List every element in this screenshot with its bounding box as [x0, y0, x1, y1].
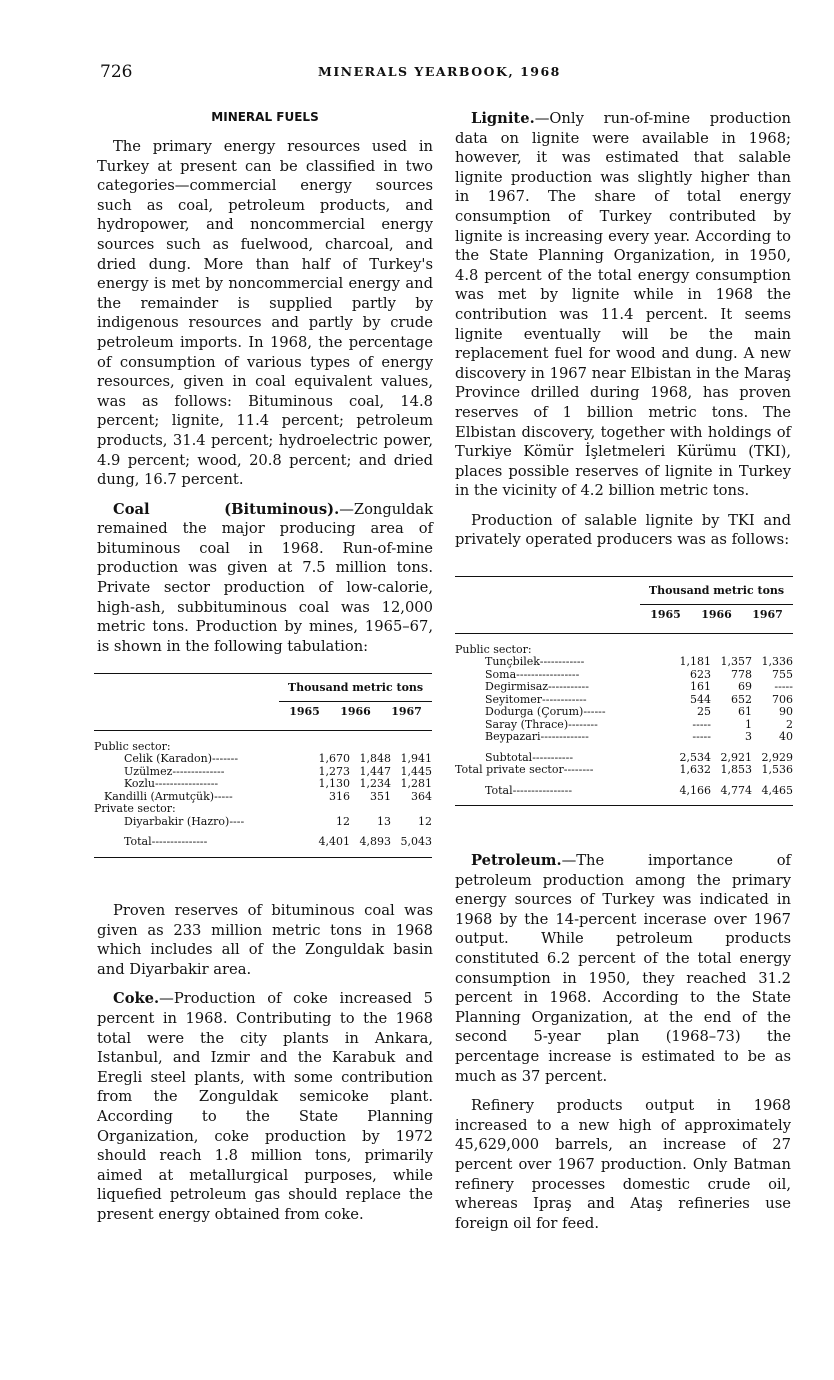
lignite-text: —Only run-of-mine production data on lignite were available in 1968; however, it was estimated that salable lignite production was slightly higher than in 1967. The share of total energy consumption of Turkey contributed by lignite is increasing every year. According to the State Planning Organization, in 1950, 4.8 percent of the total energy consumption was met by lignite while in 1968 the contribution was 11.4 percent. It seems lignite eventually will be the main replacement fuel for wood and dung. A new discovery in 1967 near Elbistan in the Maraş Province drilled during 1968, has proven reserves of 1 billion metric tons. The Elbistan discovery, together with holdings of Turkiye Kömür İşletmeleri Kürümu (TKI), places possible reserves of lignite in Turkey in the vicinity of 4.2 billion metric tons.	[455, 110, 791, 500]
lignite-row-value: 40	[779, 730, 793, 743]
coke-runin: Coke.	[113, 990, 160, 1008]
coal-row-label: Kozlu-----------------	[124, 777, 219, 790]
coal-row-value: 1,670	[318, 752, 350, 765]
lignite-paragraph	[455, 109, 791, 501]
coal-row-value	[309, 803, 350, 816]
lignite-subtotal-label: Subtotal-----------	[485, 750, 574, 764]
lignite-year-2: 1966	[701, 608, 732, 622]
lignite-row-label: Degirmisaz-----------	[485, 680, 589, 693]
coal-row-label: Public sector:	[94, 739, 171, 753]
lignite-row-value: -----	[692, 717, 711, 731]
coal-text: —Zonguldak remained the major producing area of bituminous coal in 1968. Run-of-mine production was given at 7.5 million tons. Private sector production of low-calorie, high-ash, subbituminous coal was 12,000 metric tons. Production by mines, 1965–67, is shown in the following tabulation:	[97, 500, 433, 655]
coal-unit-header: Thousand metric tons	[287, 681, 424, 694]
coal-row-value: 364	[411, 789, 432, 803]
lignite-row-value: 161	[690, 680, 711, 693]
right-column	[455, 109, 791, 550]
lignite-row-label: Beypazari-------------	[485, 730, 589, 743]
coal-row-value: 1,130	[318, 777, 350, 790]
lignite-private-1965: 1,632	[679, 763, 711, 776]
coal-row-value: 1,234	[359, 777, 391, 790]
lignite-row-label: Soma-----------------	[485, 667, 580, 681]
petroleum-runin: Petroleum.	[471, 852, 562, 869]
coal-row-label: Private sector:	[94, 802, 176, 815]
coal-row-label: Celik (Karadon)-------	[124, 752, 239, 765]
coal-total-row	[94, 836, 432, 849]
refinery-paragraph: Refinery products output in 1968 increased to a new high of approximately 45,629,000 barrels, an increase of 27 percent over 1967 production. Only Batman refinery processes domestic crude oil, whereas Ipraş and Ataş refineries use foreign oil for feed.	[455, 1097, 791, 1232]
coal-row-value: 1,273	[318, 764, 350, 778]
coal-row	[94, 816, 432, 829]
lignite-row-value: 544	[690, 692, 711, 706]
coal-row-value	[350, 803, 391, 816]
coal-year-3: 1967	[391, 705, 422, 719]
intro-paragraph: The primary energy resources used in Turkey at present can be classified in two categories—commercial energy sources such as coal, petroleum products, and hydropower, and noncommercial energy sources such as fuelwood, charcoal, and dried dung. More than half of Turkey's energy is met by noncommercial energy and the remainder is supplied partly by indigenous resources and partly by crude petroleum imports. In 1968, the percentage of consumption of various types of energy resources, given in coal equivalent values, was as follows: Bituminous coal, 14.8 percent; lignite, 11.4 percent; petroleum products, 31.4 percent; hydroelectric power, 4.9 percent; wood, 20.8 percent; and dried dung, 16.7 percent.	[97, 138, 433, 489]
running-head: MINERALS YEARBOOK, 1968	[318, 64, 561, 79]
coal-row	[94, 803, 432, 816]
coal-row-value: 1,848	[359, 752, 391, 765]
lignite-unit-header: Thousand metric tons	[648, 584, 785, 597]
lignite-row-label: Tunçbilek------------	[485, 655, 585, 668]
lignite-subtotal-1967: 2,929	[761, 750, 793, 764]
lignite-row-label: Dodurga (Çorum)------	[485, 705, 606, 718]
coal-row-value: 1,445	[400, 764, 432, 778]
lignite-row-label: Seyitomer------------	[485, 692, 587, 706]
coal-row	[94, 778, 432, 791]
coal-runin: Coal (Bituminous).	[113, 500, 340, 518]
lignite-row	[455, 706, 793, 719]
lignite-total-row	[455, 785, 793, 798]
lignite-row-label: Saray (Thrace)--------	[485, 717, 598, 731]
lignite-table	[455, 576, 793, 806]
coal-total-1967: 5,043	[400, 835, 432, 848]
lignite-row	[455, 731, 793, 744]
coal-year-2: 1966	[340, 705, 371, 719]
lignite-row-value: 2	[786, 717, 793, 731]
coal-total-label: Total---------------	[124, 835, 208, 848]
lignite-row-value: 1,181	[679, 655, 711, 668]
coal-rows	[94, 741, 432, 829]
petroleum-paragraph	[455, 851, 791, 1086]
lignite-subtotal-1965: 2,534	[679, 750, 711, 764]
lignite-total-1965: 4,166	[679, 783, 711, 797]
lignite-row-value: 755	[772, 667, 793, 681]
lignite-row-value: 652	[731, 692, 752, 706]
lignite-private-row	[455, 764, 793, 777]
lignite-row-label: Public sector:	[455, 642, 532, 656]
lignite-total-1967: 4,465	[761, 783, 793, 797]
lignite-subtotal-1966: 2,921	[720, 750, 752, 764]
lignite-private-1967: 1,536	[761, 763, 793, 776]
lignite-row-value: 1	[745, 717, 752, 731]
lignite-total-1966: 4,774	[720, 783, 752, 797]
coal-row-value: 316	[329, 789, 350, 803]
lignite-row-value: 1,336	[761, 655, 793, 668]
coal-row-value: 351	[370, 789, 391, 803]
coal-total-1966: 4,893	[359, 835, 391, 848]
lignite-row-value: 706	[772, 692, 793, 706]
lignite-row	[455, 681, 793, 694]
petroleum-text: —The importance of petroleum production among the primary energy sources of Turkey was indicated in 1968 by the 14-percent incerase over 1967 output. While petroleum products constituted 6.2 percent of the total energy consumption in 1950, they reached 31.2 percent in 1968. According to the State Planning Organization, at the end of the second 5-year plan (1968–73) the percentage increase is estimated to be as much as 37 percent.	[455, 852, 791, 1085]
right-column-lower	[455, 851, 791, 1233]
lignite-row-value: 61	[738, 705, 752, 718]
lignite-row-value: 1,357	[720, 655, 752, 668]
coal-row-value: 1,941	[400, 752, 432, 765]
lignite-row-value: 778	[731, 667, 752, 681]
page-number: 726	[100, 62, 133, 82]
coke-text: —Production of coke increased 5 percent in 1968. Contributing to the 1968 total were the city plants in Ankara, Istanbul, and Izmir and the Karabuk and Eregli steel plants, with some contribution from the Zonguldak semicoke plant. According to the State Planning Organization, coke production by 1972 should reach 1.8 million tons, primarily aimed at metallurgical purposes, while liquefied petroleum gas should replace the present energy obtained from coke.	[97, 990, 433, 1223]
lignite-row-value: 90	[779, 705, 793, 718]
coal-total-1965: 4,401	[318, 835, 350, 848]
lignite-rows	[455, 644, 793, 744]
section-heading: MINERAL FUELS	[211, 110, 319, 124]
lignite-row-value: 69	[738, 680, 752, 693]
coke-paragraph	[97, 989, 433, 1224]
lignite-row-value: 623	[690, 667, 711, 681]
coal-table	[94, 673, 432, 858]
lignite-row-value: -----	[774, 680, 793, 693]
lignite-private-1966: 1,853	[720, 763, 752, 776]
coal-row-label: Uzülmez--------------	[124, 764, 225, 778]
lignite-row-value: -----	[692, 730, 711, 743]
left-column-lower	[97, 901, 433, 1225]
coal-row-value: 13	[377, 814, 391, 828]
coal-paragraph	[97, 500, 433, 657]
lignite-runin: Lignite.	[471, 110, 535, 127]
coal-row-label: Kandilli (Armutçük)-----	[104, 789, 233, 803]
coal-year-1: 1965	[289, 705, 320, 719]
lignite-year-1: 1965	[650, 608, 681, 622]
reserves-paragraph: Proven reserves of bituminous coal was given as 233 million metric tons in 1968 which includes all of the Zonguldak basin and Diyarbakir area.	[97, 902, 433, 978]
lignite-row-value: 25	[697, 705, 711, 718]
lignite-year-3: 1967	[752, 608, 783, 622]
left-column	[97, 110, 433, 656]
lignite-total-label: Total----------------	[485, 783, 573, 797]
coal-row-label: Diyarbakir (Hazro)----	[124, 814, 245, 828]
coal-row	[94, 753, 432, 766]
lignite-row-value: 3	[745, 730, 752, 743]
lignite-private-label: Total private sector--------	[455, 763, 594, 776]
coal-row-value	[391, 803, 432, 816]
coal-row-value: 12	[336, 814, 350, 828]
coal-row-value: 1,447	[359, 764, 391, 778]
lignite-production-paragraph: Production of salable lignite by TKI and privately operated producers was as follows:	[455, 511, 791, 549]
coal-row-value: 1,281	[400, 777, 432, 790]
lignite-row	[455, 656, 793, 669]
coal-row-value: 12	[418, 814, 432, 828]
